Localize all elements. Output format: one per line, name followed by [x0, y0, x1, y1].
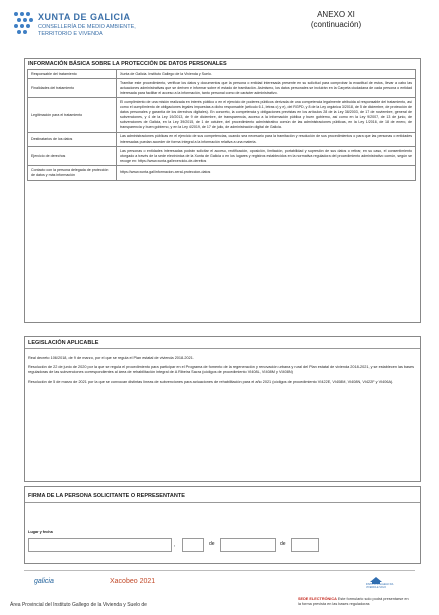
sede-line-2: la forma prevista en las bases reguladoras: [298, 601, 370, 606]
month-field[interactable]: [220, 538, 276, 552]
row-value: Xunta de Galicia. Instituto Gallego de la Vivienda y Suelo.: [117, 70, 416, 79]
data-protection-section: [24, 58, 421, 323]
row-label: Destinatarios de los datos: [28, 132, 117, 146]
day-field[interactable]: [182, 538, 204, 552]
row-label: Finalidades del tratamiento: [28, 79, 117, 98]
annex-heading: [276, 10, 396, 30]
table-row: [28, 147, 416, 166]
table-row: [28, 70, 416, 79]
xunta-logo: [14, 10, 174, 58]
xacobeo-logo: Xacobeo 2021: [110, 578, 156, 585]
legislation-section: [24, 336, 421, 482]
org-subtitle: [38, 24, 136, 38]
sede-label: SEDE ELECTRÓNICA: [298, 597, 337, 601]
row-label: Ejercicio de derechos: [28, 147, 117, 166]
footer-divider: [24, 570, 415, 571]
table-row: [28, 132, 416, 146]
sede-notice: [298, 597, 409, 606]
row-value: El cumplimiento de una misión realizada en interés público o en el ejercicio de poderes públicos derivada de una competencia legalmente atribuida al responsable del tratamiento, así como el cumplimiento de obligaciones legales impuestas a dicho responsable (artículo 6.1, letras c) y e), del RGPD, y 8 de la Ley orgánica 3/2018, de 5 de diciembre, de protección de datos personales y garantía de los derechos digitales). En concreto, la competencia y obligaciones previstas en los artículos 28 de la Ley 38/2003, de 17 de noviembre, general de subvenciones, y 4 de la Ley 19/2013, de 9 de diciembre, de transparencia, acceso a la información pública y buen gobierno, así como en la Ley 9/2007, de 13 de junio, de subvenciones de Galicia, en la Ley 39/2015, de 1 de octubre, del procedimiento administrativo común de las administraciones públicas, en la Ley 1/2016, de 18 de enero, de transparencia y buen gobierno, y en la Ley 4/2019, de 17 de julio, de administración digital de Galicia.: [117, 98, 416, 133]
ivv-logo: [366, 574, 396, 588]
legislation-paragraph: Resolución de 22 de junio de 2020 por la que se regula el procedimiento para participar en el Programa de fomento de la regeneración y renovación urbana y rural del Plan estatal de vivienda 2018-2021, y se establecen las bases reguladoras de las subvenciones correspondientes al área de rehabilitación integral de A Ribeira Sacra (códigos de procedimiento VI408L, VI408M y VI408N): [28, 365, 415, 375]
table-row: [28, 98, 416, 133]
annex-subtitle: (continuación): [310, 20, 362, 29]
signature-divider: [25, 502, 420, 503]
signature-section: [24, 486, 421, 564]
de-label-1: de: [209, 541, 215, 547]
year-field[interactable]: [291, 538, 319, 552]
signature-heading: FIRMA DE LA PERSONA SOLICITANTE O REPRESENTANTE: [28, 493, 185, 499]
table-row: [28, 79, 416, 98]
org-sub-line-1: CONSELLERÍA DE MEDIO AMBIENTE,: [38, 24, 136, 30]
galicia-logo: galicia: [34, 578, 54, 585]
legislation-paragraph: Real decreto 106/2018, de 9 de marzo, por el que se regula el Plan estatal de vivienda 2018-2021.: [28, 356, 194, 360]
table-row: [28, 166, 416, 180]
sede-line-1: Este formulario solo podrá presentarse en: [337, 597, 409, 601]
place-date-label: Lugar y fecha: [28, 530, 53, 534]
legislation-paragraph: Resolución de 5 de marzo de 2021 por la que se convocan distintas líneas de subvenciones para actuaciones de rehabilitación para el año 2021 (códigos de procedimiento VI422E, VI408M, VI408N, VI422F y VI406A).: [28, 379, 394, 384]
row-label: Responsable del tratamiento: [28, 70, 117, 79]
ivv-text: INSTITUTO GALEGO DA VIVENDA E SOLO: [366, 583, 394, 589]
row-value: Las administraciones públicas en el ejercicio de sus competencias, cuando sea necesario para la tramitación y resolución de sus procedimientos o para que las personas o entidades interesadas puedan acceder de forma íntegral a la información relativa a una materia.: [117, 132, 416, 146]
data-protection-heading: INFORMACIÓN BÁSICA SOBRE LA PROTECCIÓN DE DATOS PERSONALES: [28, 61, 227, 67]
legislation-body: [28, 356, 415, 385]
provincial-area-text: Área Provincial del Instituto Gallego de la Vivienda y Suelo de: [10, 602, 147, 608]
org-sub-line-2: TERRITORIO E VIVENDA: [38, 31, 103, 37]
row-value: https://www.xunta.gal/informacion-xeral-proteccion-datos: [117, 166, 416, 180]
row-label: Contacto con la persona delegada de protección de datos y más información: [28, 166, 117, 180]
annex-title: ANEXO XI: [317, 10, 355, 19]
row-value: Las personas o entidades interesadas podrán solicitar el acceso, rectificación, oposición, limitación, portabilidad y supresión de sus datos o retirar, en su caso, el consentimiento otorgado a través de la sede electrónica de la Xunta de Galicia o en los lugares y registros establecidos en la normativa reguladora del procedimiento administrativo común, según se recoge en: https://www.xunta.gal/exercicio-de-dereitos: [117, 147, 416, 166]
row-label: Legitimación para el tratamiento: [28, 98, 117, 133]
legislation-heading: LEGISLACIÓN APLICABLE: [28, 340, 99, 346]
row-value: Tramitar este procedimiento, verificar los datos y documentos que la persona o entidad interesada presente en su solicitud para comprobar la exactitud de estos, llevar a cabo las actuaciones administrativas que se deriven e informar sobre el estado de tramitación. Asimismo, los datos personales se incluirán en la Carpeta ciudadana de cada persona o entidad interesada para facilitar el acceso a la información, tanto personal como de carácter administrativo.: [117, 79, 416, 98]
xunta-emblem-icon: [14, 12, 34, 38]
place-field[interactable]: [28, 538, 172, 552]
data-protection-table: [27, 69, 416, 181]
de-label-2: de: [280, 541, 286, 547]
org-title: XUNTA DE GALICIA: [38, 12, 131, 22]
comma-separator: ,: [174, 542, 176, 548]
legislation-divider: [25, 348, 420, 349]
